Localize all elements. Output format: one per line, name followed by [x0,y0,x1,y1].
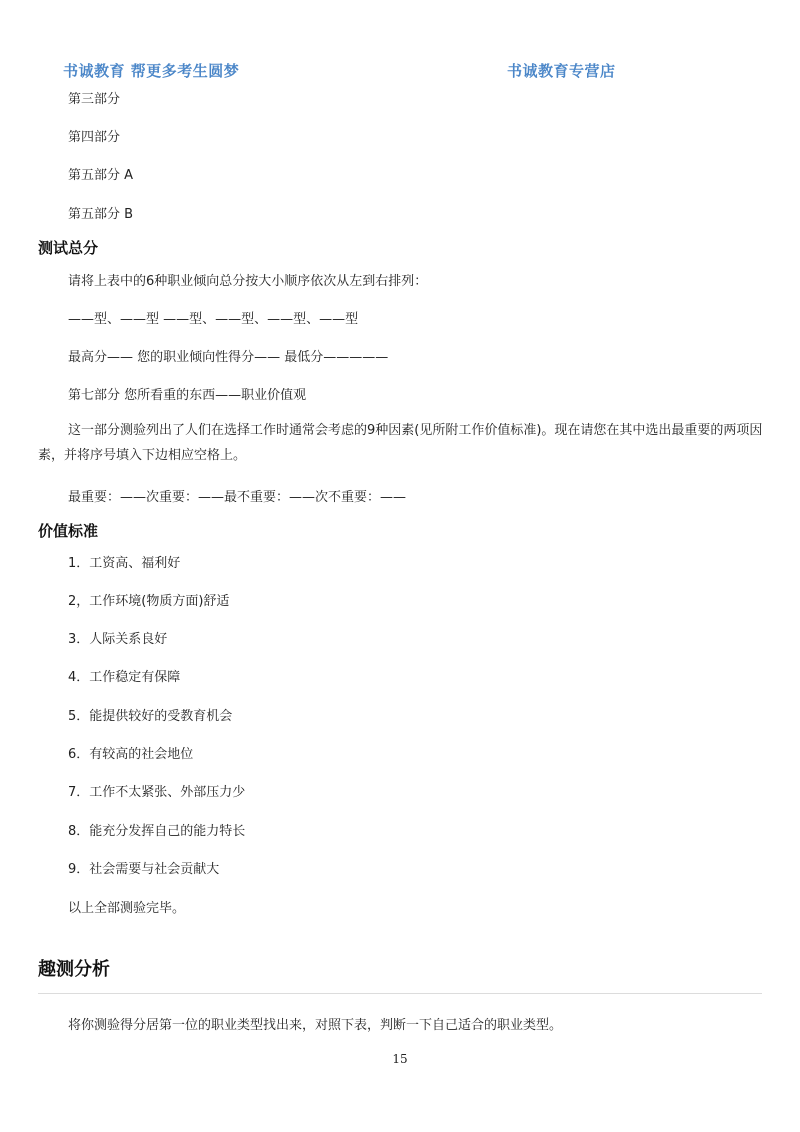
part-four: 第四部分 [68,130,121,145]
analysis-heading: 趣测分析 [38,959,110,980]
value-item-9: 9．社会需要与社会贡献大 [68,862,220,877]
header-left: 书诚教育 帮更多考生圆梦 [63,62,240,80]
page-number: 15 [392,1052,408,1066]
part-three: 第三部分 [68,92,121,107]
value-item-2: 2，工作环境(物质方面)舒适 [68,594,230,609]
importance-line: 最重要：——次重要：——最不重要：——次不重要：—— [68,490,407,505]
analysis-text: 将你测验得分居第一位的职业类型找出来，对照下表，判断一下自己适合的职业类型。 [68,1018,563,1033]
value-item-4: 4．工作稳定有保障 [68,670,181,685]
test-complete-note: 以上全部测验完毕。 [68,901,186,916]
part-five-b: 第五部分 B [68,207,134,222]
rank-line: ——型、——型 ——型、——型、——型、——型 [68,312,359,327]
section-divider [38,993,762,994]
value-item-5: 5．能提供较好的受教育机会 [68,709,233,724]
value-item-8: 8．能充分发挥自己的能力特长 [68,824,246,839]
part-five-a: 第五部分 A [68,168,134,183]
value-item-7: 7．工作不太紧张、外部压力少 [68,785,246,800]
total-score-heading: 测试总分 [38,239,99,257]
part-seven-title: 第七部分 您所看重的东西——职业价值观 [68,388,307,403]
value-item-6: 6．有较高的社会地位 [68,747,194,762]
value-item-3: 3．人际关系良好 [68,632,168,647]
part-seven-description: 这一部分测验列出了人们在选择工作时通常会考虑的9种因素(见所附工作价值标准)。现在请您在其中选出最重要的两项因素，并将序号填入下边相应空格上。 [38,423,763,463]
value-item-1: 1．工资高、福利好 [68,556,181,571]
rank-instruction: 请将上表中的6种职业倾向总分按大小顺序依次从左到右排列： [68,274,428,289]
header-right: 书诚教育专营店 [507,62,616,80]
values-heading: 价值标准 [38,522,99,540]
score-line: 最高分—— 您的职业倾向性得分—— 最低分————— [68,350,389,365]
